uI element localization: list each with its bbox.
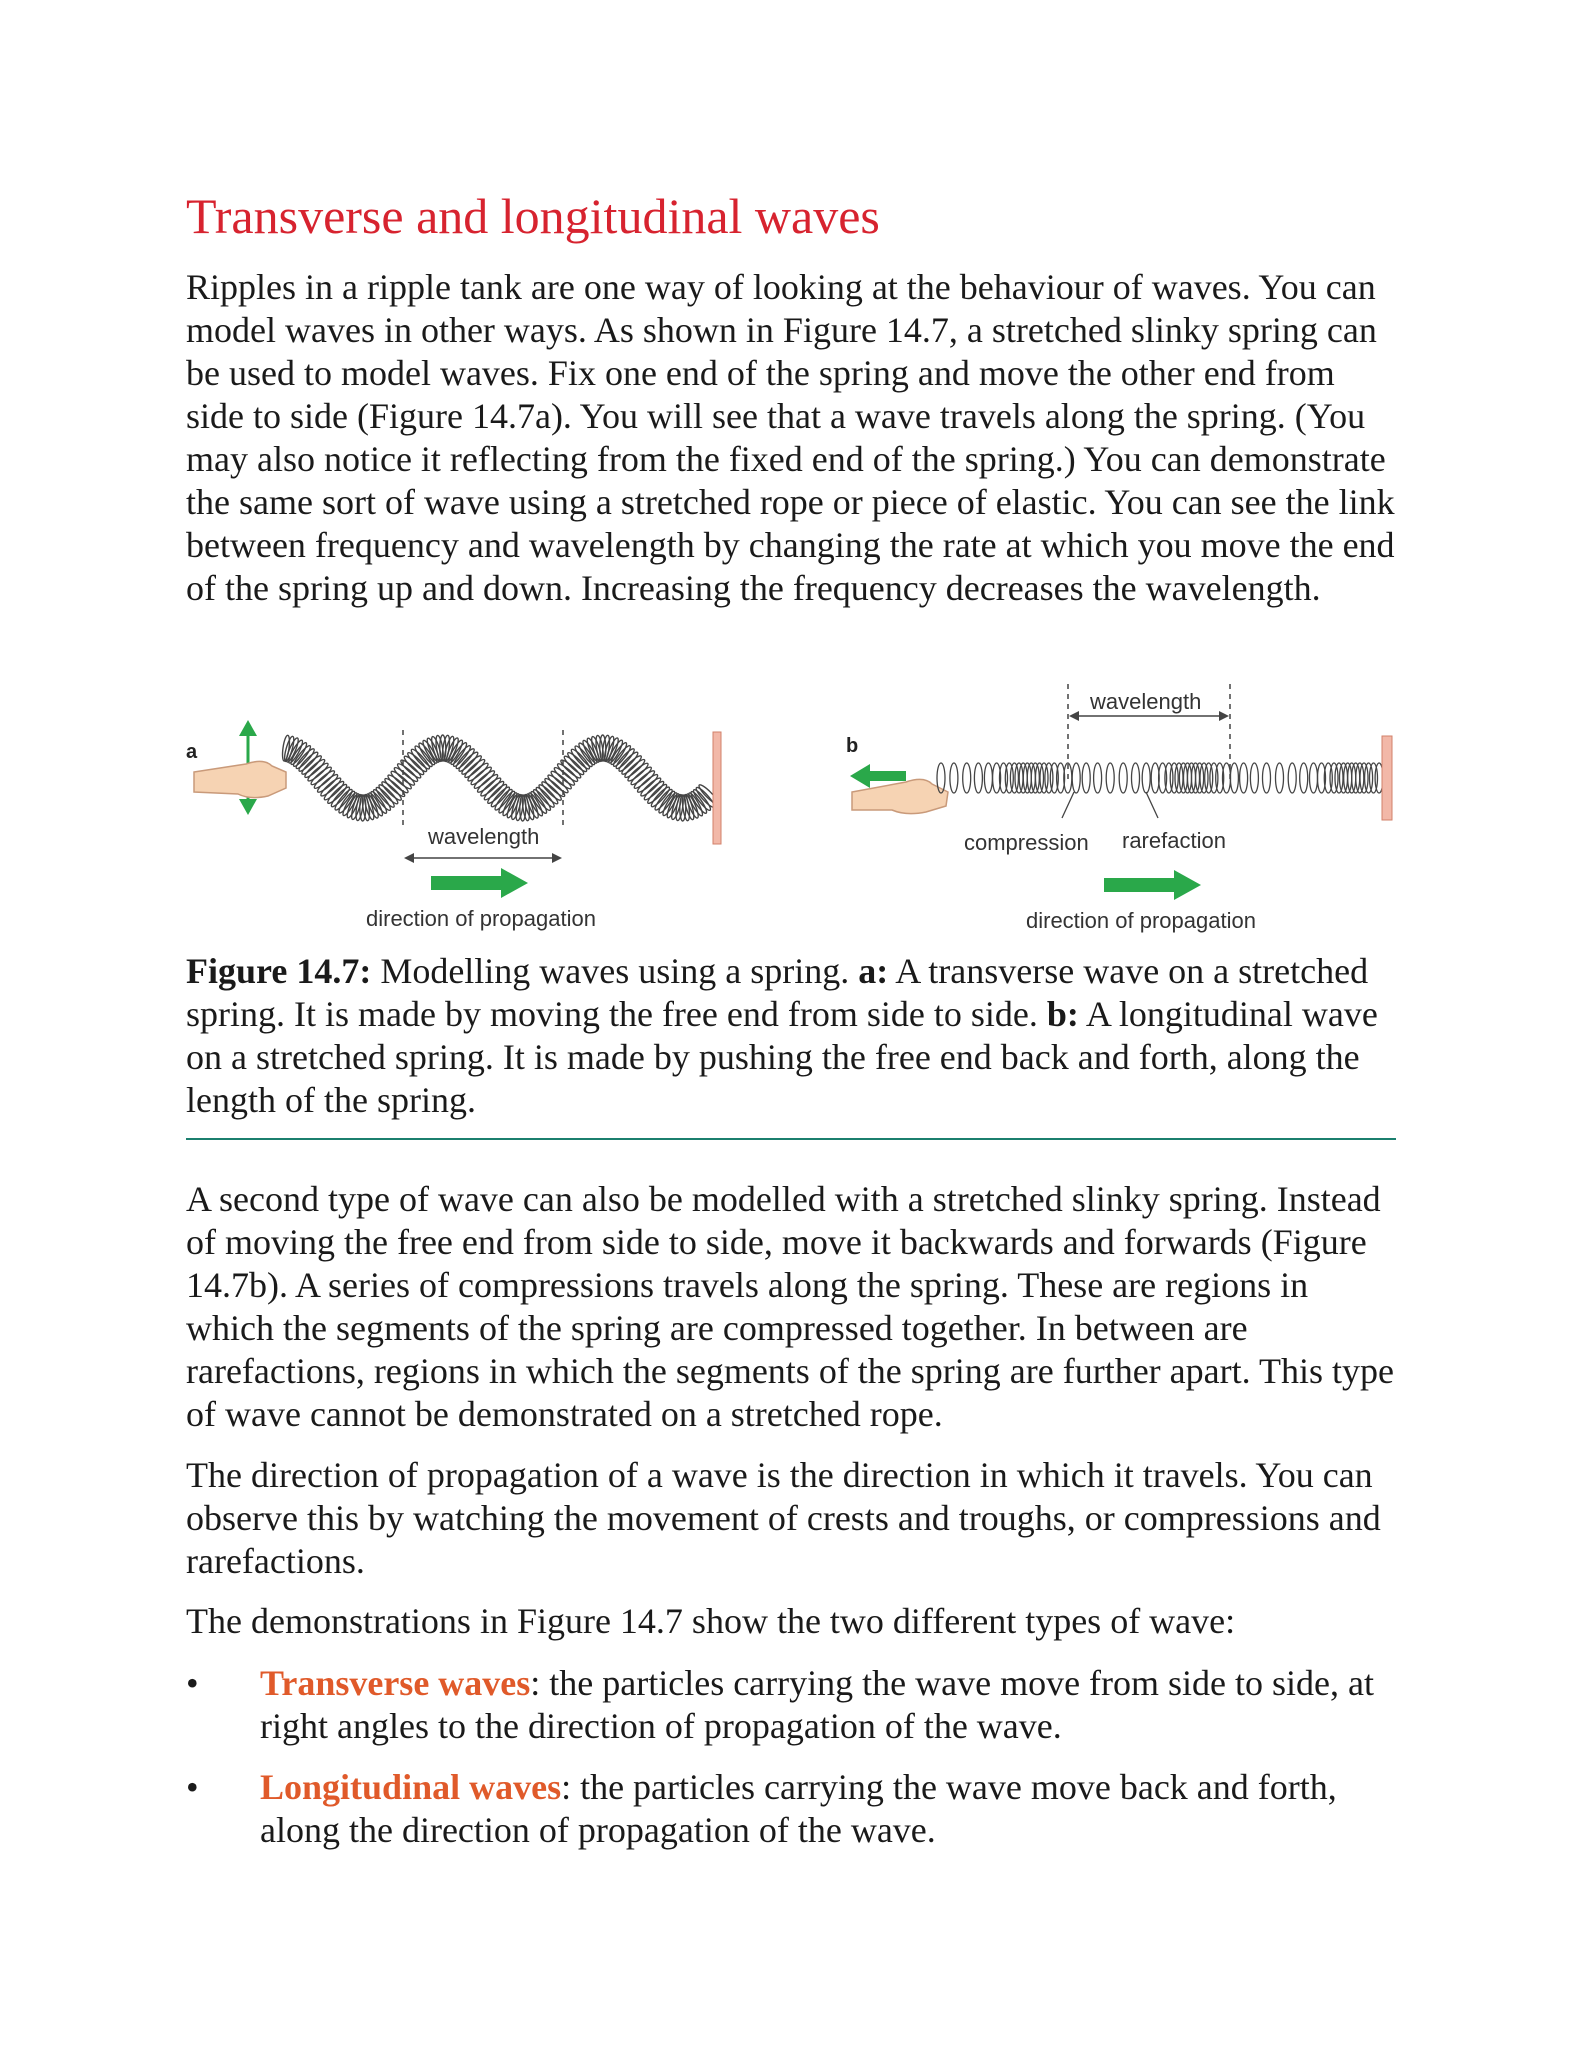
caption-b-label: b: xyxy=(1046,994,1079,1034)
figure-illustration xyxy=(186,680,1396,940)
rarefaction-label: rarefaction xyxy=(1122,828,1226,853)
figure-a-letter: a xyxy=(186,741,198,763)
second-paragraph: A second type of wave can also be modelled with a stretched slinky spring. Instead of moving the free end from side to side, move it backwards and forwards (Figure 14.7b). A series of compressions travels along the spring. These are regions in which the segments of the spring are compressed together. In between are rarefactions, regions in which the segments of the spring are further apart. This type of wave cannot be demonstrated on a stretched rope. xyxy=(186,1179,1394,1434)
caption-a-text: A transverse wave on a stretched spring. It is made by moving the free end from side to side. xyxy=(186,951,1369,1034)
fourth-paragraph: The demonstrations in Figure 14.7 show the two different types of wave: xyxy=(186,1601,1236,1641)
wavelength-label-a: wavelength xyxy=(428,824,540,849)
caption-figure-ref: Figure 14.7: xyxy=(186,951,372,991)
figure-14-7 xyxy=(186,680,1396,940)
propagation-arrow-b xyxy=(1104,870,1201,900)
intro-paragraph: Ripples in a ripple tank are one way of looking at the behaviour of waves. You can model waves in other ways. As shown in Figure 14.7, a stretched slinky spring can be used to model waves. Fix one end of the spring and move the other end from side to side (Figure 14.7a). You will see that a wave travels along the spring. (You may also notice it reflecting from the fixed end of the spring.) You can demonstrate the same sort of wave using a stretched rope or piece of elastic. You can see the link between frequency and wavelength by changing the rate at which you move the end of the spring up and down. Increasing the frequency decreases the wavelength. xyxy=(186,267,1395,608)
bullet-icon: • xyxy=(186,1767,199,1807)
wavelength-arrow-a xyxy=(404,853,562,863)
hand-icon xyxy=(194,761,286,797)
propagation-arrow-a xyxy=(431,868,528,898)
page-title: Transverse and longitudinal waves xyxy=(186,188,880,244)
figure-caption xyxy=(186,950,1396,1122)
caption-b-text: A longitudinal wave on a stretched spring. It is made by pushing the free end back and forth, along the length of the spring. xyxy=(186,994,1378,1120)
third-paragraph: The direction of propagation of a wave is the direction in which it travels. You can observe this by watching the movement of crests and troughs, or compressions and rarefactions. xyxy=(186,1455,1381,1581)
direction-label-a: direction of propagation xyxy=(366,906,596,931)
term-definition: : the particles carrying the wave move back and forth, along the direction of propagation of the wave. xyxy=(260,1767,1337,1850)
bullet-icon: • xyxy=(186,1663,199,1703)
term-longitudinal: Longitudinal waves xyxy=(260,1767,562,1807)
term-definition: : the particles carrying the wave move from side to side, at right angles to the direction of propagation of the wave. xyxy=(260,1663,1374,1746)
direction-label-b: direction of propagation xyxy=(1026,908,1256,933)
longitudinal-spring xyxy=(937,763,1383,793)
list-item-text xyxy=(260,1662,1396,1748)
list-item-text xyxy=(260,1766,1396,1852)
compression-label: compression xyxy=(964,830,1089,855)
term-transverse: Transverse waves xyxy=(260,1663,531,1703)
caption-a-label: a: xyxy=(858,951,889,991)
caption-intro: Modelling waves using a spring. xyxy=(371,951,859,991)
wavelength-label-b: wavelength xyxy=(1090,689,1202,714)
fixed-wall-a xyxy=(713,732,721,844)
section-divider xyxy=(186,1138,1396,1140)
figure-b-letter: b xyxy=(846,735,859,757)
fixed-wall-b xyxy=(1382,736,1392,820)
transverse-spring xyxy=(281,735,719,821)
